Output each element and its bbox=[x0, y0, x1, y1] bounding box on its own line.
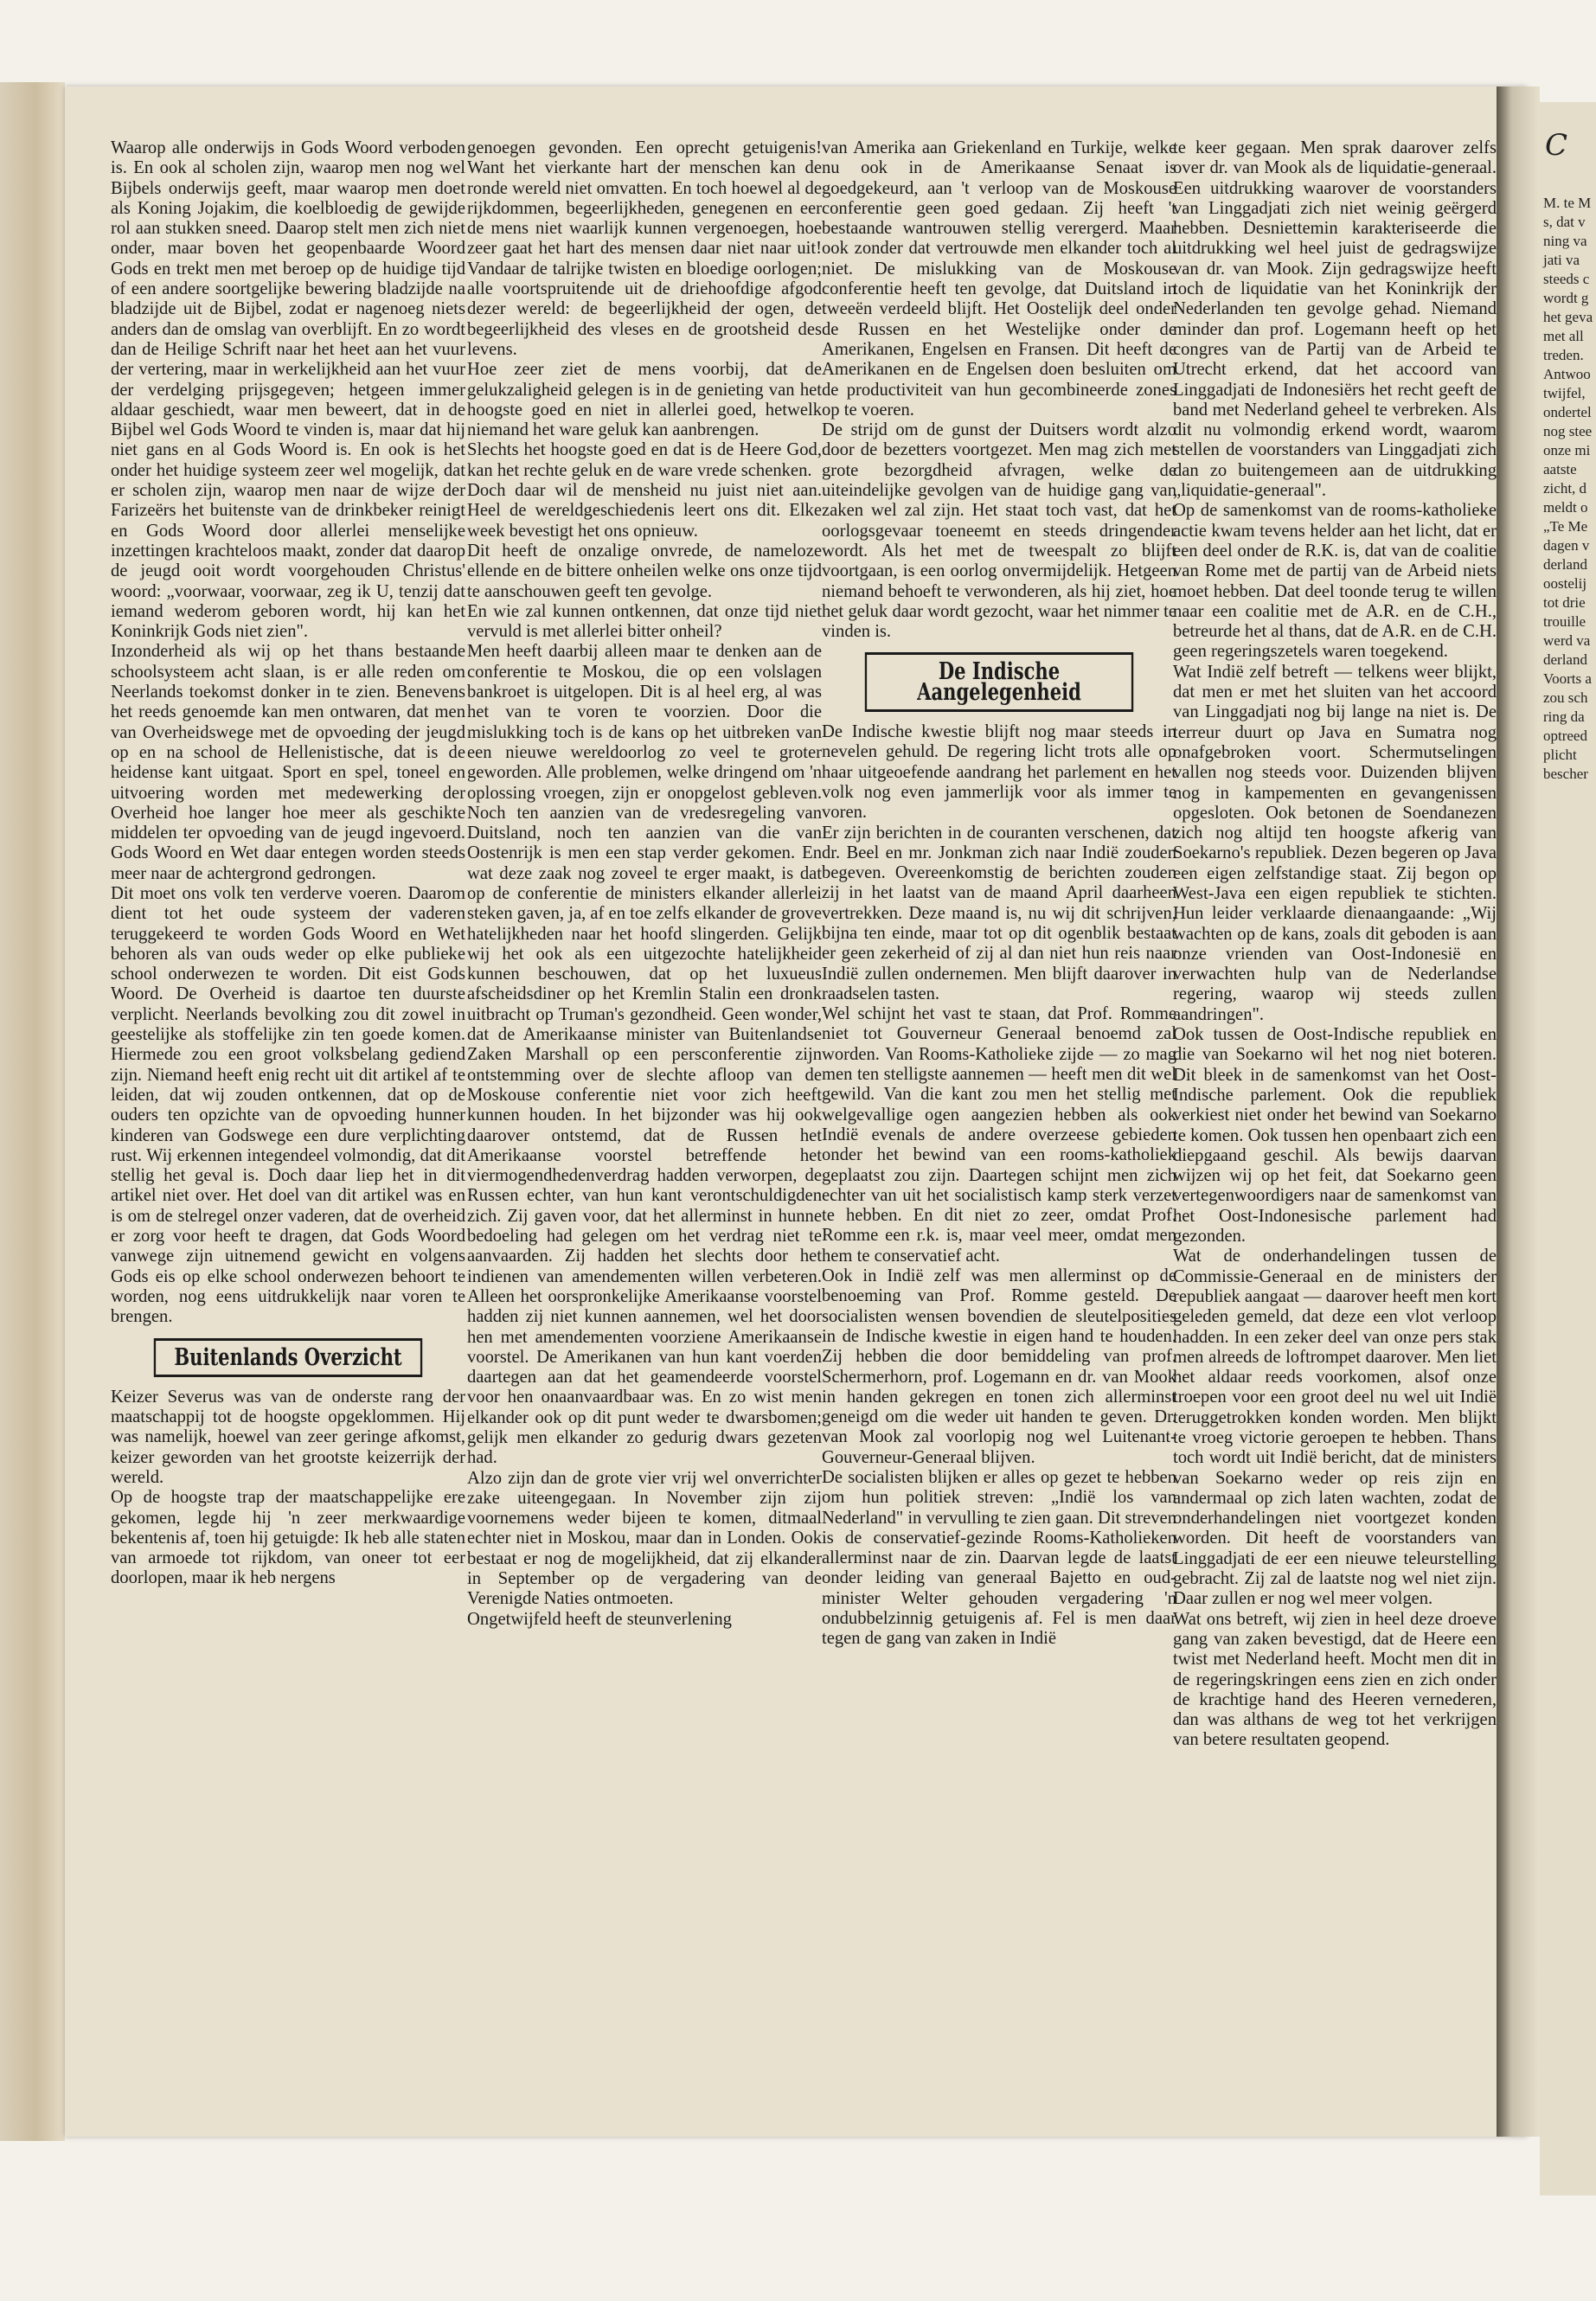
section-heading-indische-aangelegenheid: De Indische Aangelegenheid bbox=[865, 652, 1133, 712]
paragraph: De Indische kwestie blijft nog maar steeds in nevelen gehuld. De regering licht trots alle op haar uitgeoefende aandrang het parlement en het volk nog even jammerlijk voor als immer te voren. bbox=[822, 722, 1176, 823]
paragraph: van Amerika aan Griekenland en Turkije, welke nu ook in de Amerikaanse Senaat is goedgekeurd, aan 't verloop van de Moskouse conferentie geen goed gedaan. Zij heeft 't bestaande wantrouwen stellig verergerd. Maar ook zonder dat vertrouwde men elkander toch al niet. De mislukking van de Moskouse conferentie heeft ten gevolge, dat Duitsland in tweeën verdeeld blijft. Het Oostelijk deel onder de Russen en het Westelijke onder de Amerikanen, Engelsen en Fransen. Dit heeft de Amerikanen en de Engelsen doen besluiten om de productiviteit van hun gecombineerde zones op te voeren. bbox=[822, 138, 1176, 420]
paragraph: De strijd om de gunst der Duitsers wordt alzo door de bezetters voortgezet. Men mag zich met grote bezorgdheid afvragen, welke de uiteindelijke gevolgen van de huidige gang van zaken wel zal zijn. Het staat toch vast, dat het oorlogsgevaar toeneemt en steeds dringender wordt. Als het met de tweespalt zo blijft voortgaan, is een oorlog onvermijdelijk. Hetgeen niemand behoeft te verwonderen, als hij ziet, hoe het geluk daar wordt gezocht, waar het nimmer te vinden is. bbox=[822, 420, 1176, 642]
paragraph: Op de hoogste trap der maatschappelijke ere gekomen, legde hij 'n zeer merkwaardige bekentenis af, toen hij getuigde: Ik heb alle staten van armoede tot rijkdom, van oneer tot eer doorlopen, maar ik heb nergens bbox=[111, 1488, 465, 1588]
column-1 bbox=[111, 138, 465, 1589]
paragraph: En wie zal kunnen ontkennen, dat onze tijd niet vervuld is met allerlei bitter onheil? bbox=[467, 601, 822, 642]
paragraph: Ongetwijfeld heeft de steunverlening bbox=[467, 1609, 732, 1629]
paragraph: Slechts het hoogste goed en dat is de Heere God, kan het rechte geluk en de ware vrede schenken. bbox=[467, 440, 822, 480]
paragraph: genoegen gevonden. Een oprecht getuigenis! Want het vierkante hart der menschen kan de ronde wereld niet omvatten. En toch hoewel al de rijkdommen, begeerlijkheden, genegenen en eer de mens niet waarlijk kunnen vergenoegen, hoe zeer gaat het hart des mensen daar niet naar uit! Vandaar de talrijke twisten en bloedige oorlogen; alle voortspruitende uit de driehoofdige afgod dezer wereld: de begeerlijkheid der ogen, de begeerlijkheid des vleses en de grootsheid des levens. bbox=[467, 138, 822, 359]
paragraph: Waarop alle onderwijs in Gods Woord verboden is. En ook al scholen zijn, waarop men nog wel Bijbels onderwijs geeft, maar waarop men doet als Koning Jojakim, die koelbloedig de gewijde rol aan stukken sneed. Daarop stelt men zich niet onder, maar boven het geopenbaarde Woord Gods en trekt men met beroep op de huidige tijd of een andere soortgelijke bewering bladzijde na bladzijde uit de Bijbel, zodat er nagenoeg niets anders dan de omslag van overblijft. En zo wordt dan de Heilige Schrift naar het heet aan het vuur der vertering, maar in werkelijkheid aan het vuur der verdelging prijsgegeven; hetgeen immer aldaar geschiedt, waar men beweert, dat in de Bijbel wel Gods Woord te vinden is, maar dat hij niet gans en al Gods Woord is. En ook is het onder het huidige systeem zeer wel mogelijk, dat er scholen zijn, waarop men naar de wijze der Farizeërs het buitenste van de drinkbeker reinigt en Gods Woord door allerlei menselijke inzettingen krachteloos maakt, zonder dat daarop de jeugd ooit wordt voorgehouden Christus' woord: „voorwaar, voorwaar, zeg ik U, tenzij dat iemand wederom geboren wordt, hij kan het Koninkrijk Gods niet zien". bbox=[111, 138, 465, 642]
section-heading-buitenlands-overzicht: Buitenlands Overzicht bbox=[154, 1338, 422, 1377]
column-4 bbox=[1173, 138, 1497, 1751]
paragraph: Keizer Severus was van de onderste rang der maatschappij tot de hoogste opgeklommen. Hij was namelijk, hoewel van zeer geringe afkomst, keizer geworden van het grootste keizerrijk der wereld. bbox=[111, 1387, 465, 1487]
page-gutter bbox=[1497, 87, 1540, 2137]
column-3 bbox=[822, 138, 1176, 1650]
paragraph: Dit moet ons volk ten verderve voeren. Daarom dient tot het oude systeem der vaderen teruggekeerd te worden Gods Woord en Wet behoren als van ouds weder op elke publieke school onderwezen te worden. Dit eist Gods Woord. De Overheid is daartoe ten duurste verplicht. Neerlands bevolking zou dit zowel in geestelijke als stoffelijke zin ten goede komen. Hiermede zou een groot volksbelang gediend zijn. Niemand heeft enig recht uit dit artikel af te leiden, dat wij zouden ontkennen, dat op de ouders ten opzichte van de opvoeding hunner kinderen van Godswege een dure verplichting rust. Wij erkennen integendeel volmondig, dat dit stellig het geval is. Doch daar liep het in dit artikel niet over. Het doel van dit artikel was en is om de stelregel onzer vaderen, dat de overheid er zorg voor heeft te dragen, dat Gods Woord vanwege zijn uitnemend gewicht en volgens Gods eis op elke school onderwezen behoort te worden, nog eens uitdrukkelijk naar voren te brengen. bbox=[111, 883, 465, 1327]
paragraph: Wat Indië zelf betreft — telkens weer blijkt, dat men er met het sluiten van het accoord van Linggadjati nog bij lange na niet is. De terreur duurt op Java en Sumatra nog onafgebroken voort. Schermutselingen vallen nog steeds voor. Duizenden blijven nog in kampementen en gevangenissen opgesloten. Ook betonen de Soendanezen zich nog altijd ten hoogste afkerig van Soekarno's republiek. Dezen begeren op Java een eigen zelfstandige staat. Zij begon op West-Java een eigen republiek te stichten. Hun leider verklaarde dienaangaande: „Wij wachten op de kans, zoals dit geboden is aan onze vrienden van Oost-Indonesië en verwachten hulp van de Nederlandse regering, waarop wij steeds zullen aandringen". bbox=[1173, 662, 1497, 1024]
paragraph: De socialisten blijken er alles op gezet te hebben om hun politiek streven: „Indië los van Nederland" in vervulling te zien gaan. Dit streven is de conservatief-gezinde Rooms-Katholieken allerminst naar de zin. Daarvan legde de laatst onder leiding van generaal Bajetto en oud-minister Welter gehouden vergadering 'n ondubbelzinnig getuigenis af. Fel is men daar tegen de gang van zaken in Indië bbox=[822, 1468, 1176, 1649]
paragraph: Er zijn berichten in de couranten verschenen, dat dr. Beel en mr. Jonkman zich naar Indië zouden begeven. Overeenkomstig de berichten zouden zij in het laatst van de maand April daarheen vertrekken. Deze maand is, nu wij dit schrijven, bijna ten einde, maar tot op dit ogenblik bestaat er geen zekerheid of zij al dan niet hun reis naar Indië zullen ondernemen. Men blijft daarover in raadselen tasten. bbox=[822, 823, 1176, 1003]
paragraph: Ook tussen de Oost-Indische republiek en die van Soekarno wil het nog niet boteren. Dit bleek in de samenkomst van het Oost-Indische parlement. Ook die republiek verkiest niet onder het bewind van Soekarno te komen. Ook tussen hen openbaart zich een diepgaand geschil. Als bewijs daarvan wijzen wij op het feit, dat Soekarno geen vertegenwoordigers naar de samenkomst van het Oost-Indonesische parlement had gezonden. bbox=[1173, 1025, 1497, 1247]
paragraph: Hoe zeer ziet de mens voorbij, dat de gelukzaligheid gelegen is in de genieting van het hoogste goed en niet in allerlei goed, hetwelk niemand het ware geluk kan aanbrengen. bbox=[467, 360, 822, 440]
next-page-fragment bbox=[1540, 102, 1596, 2195]
column-2 bbox=[467, 138, 822, 1630]
next-page-text: M. te M s, dat v ning va jati va steeds c wordt g het geva met all treden. Antwoo twijfel, ondertel nog stee onze mi aatste zicht, d meldt o „Te Me dagen v derland oostelij tot drie trouille werd va derland Voorts a zou sch ring da optreed plicht bescher bbox=[1543, 195, 1593, 782]
paragraph: Ook in Indië zelf was men allerminst op de benoeming van Prof. Romme gesteld. De socialisten wensen bovendien de sleutelposities in de Indische kwestie in eigen hand te houden. Zij hebben die door bemiddeling van prof. Schermerhorn, prof. Logemann en dr. van Mook in handen gekregen en tonen zich allerminst geneigd om die weder uit handen te geven. Dr. van Mook zal voorlopig nog wel Luitenant-Gouverneur-Generaal blijven. bbox=[822, 1266, 1176, 1467]
paragraph: Wat ons betreft, wij zien in heel deze droeve gang van zaken bevestigd, dat de Heere een twist met Nederland heeft. Mocht men dit in de regeringskringen eens zien en zich onder de krachtige hand des Heeren vernederen, dan was althans de weg tot het verkrijgen van betere resultaten geopend. bbox=[1173, 1609, 1497, 1750]
next-page-running-head: C bbox=[1545, 128, 1568, 163]
paragraph: Wat de onderhandelingen tussen de Commissie-Generaal en de ministers der republiek aangaat — daarover heeft men kort geleden gemeld, dat deze een vlot verloop hadden. In een zeker deel van onze pers stak men alreeds de loftrompet daarover. Men liet het aldaar reeds voorkomen, alsof onze troepen voor een groot deel nu wel uit Indië teruggetrokken konden worden. Men blijkt te vroeg victorie geroepen te hebben. Thans toch wordt uit Indië bericht, dat de ministers van Soekarno weder op reis zijn en andermaal op zich laten wachten, zodat de onderhandelingen niet voortgezet konden worden. Dit heeft de voorstanders van Linggadjati de eer een nieuwe teleurstelling gebracht. Zij zal de laatste nog wel niet zijn. Daar zullen er nog wel meer volgen. bbox=[1173, 1247, 1497, 1609]
paragraph: Wel schijnt het vast te staan, dat Prof. Romme niet tot Gouverneur Generaal benoemd zal worden. Van Rooms-Katholieke zijde — zo mag men ten stelligste aannemen — heeft men dit wel gewild. Van die kant zou men het stellig met welgevallige ogen aangezien hebben als ook Indië evenals de andere overzeese gebieden onder het bewind van een rooms-katholiek geplaatst zou zijn. Daartegen schijnt men zich echter van uit het socialistisch kamp sterk verzet te hebben. En dit niet zo zeer, omdat Prof. Romme een r.k. is, maar veel meer, omdat men hem te conservatief acht. bbox=[822, 1004, 1176, 1266]
book-binding bbox=[0, 82, 65, 2141]
paragraph: te keer gegaan. Men sprak daarover zelfs over dr. van Mook als de liquidatie-generaal. Een uitdrukking waarover de voorstanders van Linggadjati zich niet weinig geërgerd hebben. Desniettemin karakteriseerde die uitdrukking wel heel juist de gedragswijze van dr. van Mook. Zijn gedragswijze heeft toch de liquidatie van het Koninkrijk der Nederlanden ten gevolge gehad. Niemand minder dan prof. Logemann heeft op het congres van de Partij van de Arbeid te Utrecht erkend, dat het accoord van Linggadjati de Indonesiërs het recht geeft de band met Nederland geheel te verbreken. Als dit nu volmondig erkend wordt, waarom stellen de voorstanders van Linggadjati zich dan zo buitengemeen aan de uitdrukking „liquidatie-generaal". bbox=[1173, 138, 1497, 501]
paragraph: Op de samenkomst van de rooms-katholieke actie kwam tevens helder aan het licht, dat er een deel onder de R.K. is, dat van de coalitie van Rome met de partij van de Arbeid niets moet hebben. Dat deel toonde terug te willen naar een coalitie met de A.R. en de C.H., betreurde het al thans, dat de A.R. en de C.H. geen regeringszetels waren toegekend. bbox=[1173, 501, 1497, 662]
paragraph: Men heeft daarbij alleen maar te denken aan de conferentie te Moskou, die op een volslagen bankroet is uitgelopen. Dit is al heel erg, al was het van te voren te voorzien. Door die mislukking toch is de kans op het uitbreken van een nieuwe wereldoorlog zo veel te groter geworden. Alle problemen, welke dringend om 'n oplossing vroegen, zijn er onopgelost gebleven. Noch ten aanzien van de vredesregeling van Duitsland, noch ten aanzien van die van Oostenrijk is men een stap verder gekomen. En wat deze zaak nog zoveel te erger maakt, is dat op de conferentie de ministers elkander allerlei steken gaven, ja, af en toe zelfs elkander de grove hatelijkheden naar het hoofd slingerden. Gelijk wij het ook als een uitgezochte hatelijkheid kunnen beschouwen, dat op het luxueus afscheidsdiner op het Kremlin Stalin een dronk uitbracht op Truman's gezondheid. Geen wonder, dat de Amerikaanse minister van Buitenlandse Zaken Marshall op een persconferentie zijn ontstemming over de slechte afloop van de Moskouse conferentie niet voor zich heeft kunnen houden. In het bijzonder was hij ook daarover ontstemd, dat de Russen het Amerikaanse voorstel betreffende het viermogendhedenverdrag hadden verworpen, de Russen echter, van hun kant verontschuldigden zich. Zij gaven voor, dat het allerminst in hunne bedoeling had gelegen om het verdrag niet te aanvaarden. Zij hadden het slechts door het indienen van amendementen willen verbeteren. Alleen het oorspronkelijke Amerikaanse voorstel hadden zij niet kunnen aannemen, wel het door hen met amendementen voorziene Amerikaanse voorstel. De Amerikanen van hun kant voerden daartegen aan dat het geamendeerde voorstel voor hen onaanvaardbaar was. En zo wist men elkander ook op dit punt weder te dwarsbomen; gelijk men elkander zo gedurig dwars gezeten had. bbox=[467, 642, 822, 1468]
paragraph: Doch daar wil de mensheid nu juist niet aan. Heel de wereldgeschiedenis leert ons dit. Elke week bevestigt het ons opnieuw. bbox=[467, 481, 822, 541]
paragraph: Inzonderheid als wij op het thans bestaande schoolsysteem acht slaan, is er alle reden om Neerlands toekomst donker in te zien. Benevens het reeds genoemde kan men ontwaren, dat men van Overheidswege met de opvoeding der jeugd op en na school de Hellenistische, dat is de heidense kant uitgaat. Sport en spel, toneel en uitvoering worden met medewerking der Overheid hoe langer hoe meer als geschikte middelen ter opvoeding van de jeugd ingevoerd. Gods Woord en Wet daar entegen worden steeds meer naar de achtergrond gedrongen. bbox=[111, 642, 465, 883]
paragraph: Dit heeft de onzalige onvrede, de nameloze ellende en de bittere onheilen welke ons onze tijd te aanschouwen geeft ten gevolge. bbox=[467, 541, 822, 601]
paragraph: Alzo zijn dan de grote vier vrij wel onverrichter zake uiteengegaan. In November zijn zij voornemens weder bijeen te komen, ditmaal echter niet in Moskou, maar dan in Londen. Ook bestaat er nog de mogelijkheid, dat zij elkander in September op de vergadering van de Verenigde Naties ontmoeten. bbox=[467, 1468, 822, 1609]
